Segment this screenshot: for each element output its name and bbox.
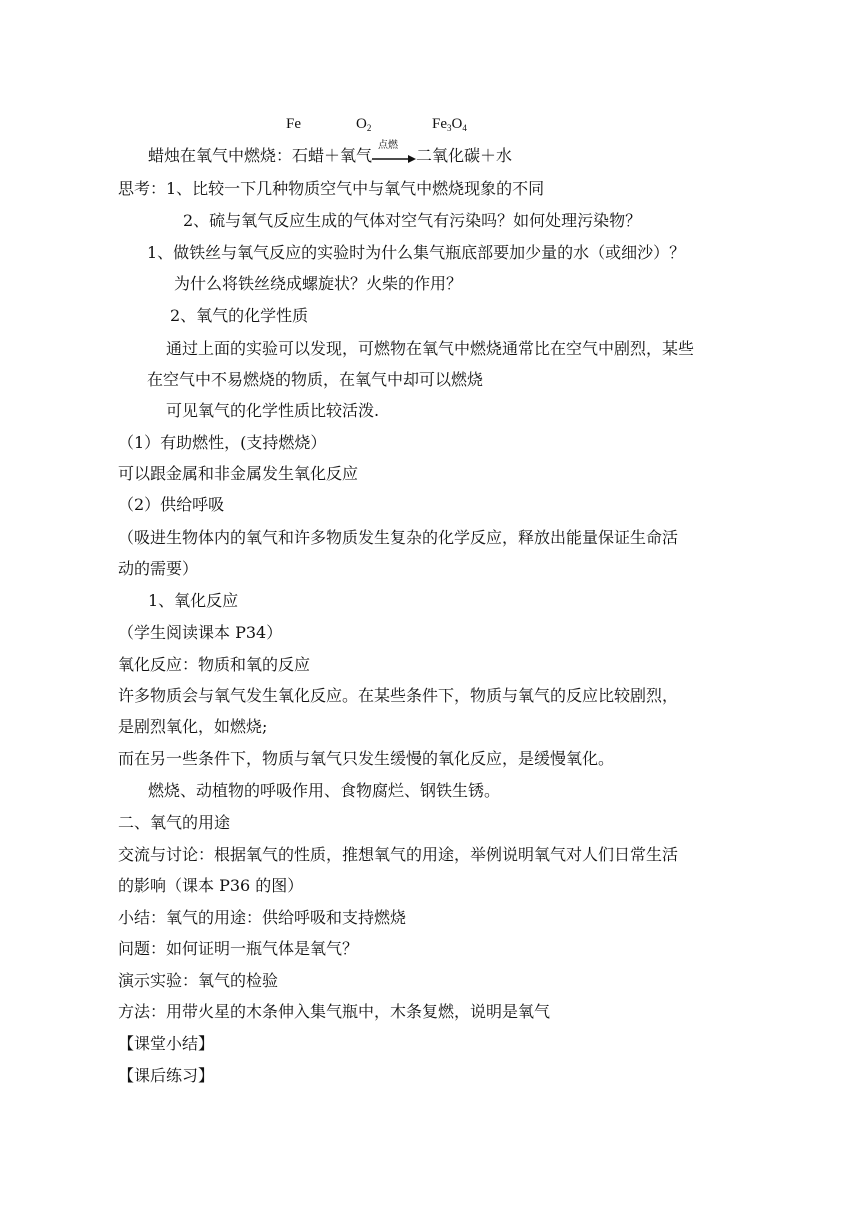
summary: 小结：氧气的用途：供给呼吸和支持燃烧 [118, 908, 407, 927]
homework-heading: 【课后练习】 [118, 1066, 215, 1085]
paragraph-2: 可见氧气的化学性质比较活泼. [166, 401, 380, 420]
oxidation-para-2: 是剧烈氧化，如燃烧; [118, 717, 268, 736]
paragraph-1a: 通过上面的实验可以发现，可燃物在氧气中燃烧通常比在空气中剧烈，某些 [166, 339, 695, 358]
method: 方法：用带火星的木条伸入集气瓶中，木条复燃，说明是氧气 [118, 1002, 551, 1021]
question: 问题：如何证明一瓶气体是氧气？ [118, 939, 359, 958]
class-summary-heading: 【课堂小结】 [118, 1034, 215, 1053]
candle-equation [148, 139, 513, 168]
discussion-2: 的影响（课本 P36 的图） [118, 876, 304, 895]
think-2: 2、硫与氧气反应生成的气体对空气有污染吗？如何处理污染物？ [183, 211, 642, 230]
formula-fe3o4: $Fe_3O_4$ [432, 116, 467, 133]
oxidation-heading: 1、氧化反应 [148, 591, 239, 610]
candle-lhs: 蜡烛在氧气中燃烧：石蜡＋氧气 [148, 146, 373, 165]
discussion-1: 交流与讨论：根据氧气的性质，推想氧气的用途，举例说明氧气对人们日常生活 [118, 845, 679, 864]
think-1: 思考：1、比较一下几种物质空气中与氧气中燃烧现象的不同 [118, 179, 545, 198]
arrow-icon [372, 154, 416, 164]
item-1: （1）有助燃性，(支持燃烧） [118, 433, 327, 452]
question-1: 1、做铁丝与氧气反应的实验时为什么集气瓶底部要加少量的水（或细沙）？ [147, 243, 686, 262]
question-1b: 为什么将铁丝绕成螺旋状？火柴的作用？ [174, 274, 463, 293]
oxidation-definition: 氧化反应：物质和氧的反应 [118, 655, 311, 674]
formula-o2: $O_2$ [356, 116, 372, 133]
uses-heading: 二、氧气的用途 [118, 813, 231, 832]
read-textbook: （学生阅读课本 P34） [118, 623, 283, 642]
demo-experiment: 演示实验：氧气的检验 [118, 971, 279, 990]
oxidation-examples: 燃烧、动植物的呼吸作用、食物腐烂、钢铁生锈。 [148, 781, 501, 800]
reaction-arrow [372, 139, 416, 168]
item-2: （2）供给呼吸 [118, 495, 225, 514]
chem-props-heading: 2、氧气的化学性质 [170, 306, 309, 325]
item-2b: （吸进生物体内的氧气和许多物质发生复杂的化学反应，释放出能量保证生命活 [118, 528, 679, 547]
item-1b: 可以跟金属和非金属发生氧化反应 [118, 464, 359, 483]
candle-rhs: 二氧化碳＋水 [416, 146, 513, 165]
reaction-condition: 点燃 [378, 139, 399, 151]
oxidation-para-1: 许多物质会与氧气发生氧化反应。在某些条件下，物质与氧气的反应比较剧烈， [118, 686, 679, 705]
item-2c: 动的需要） [118, 559, 199, 578]
formula-fe: Fe [286, 116, 301, 132]
oxidation-para-3: 而在另一些条件下，物质与氧气只发生缓慢的氧化反应，是缓慢氧化。 [118, 749, 615, 768]
paragraph-1b: 在空气中不易燃烧的物质，在氧气中却可以燃烧 [147, 370, 484, 389]
